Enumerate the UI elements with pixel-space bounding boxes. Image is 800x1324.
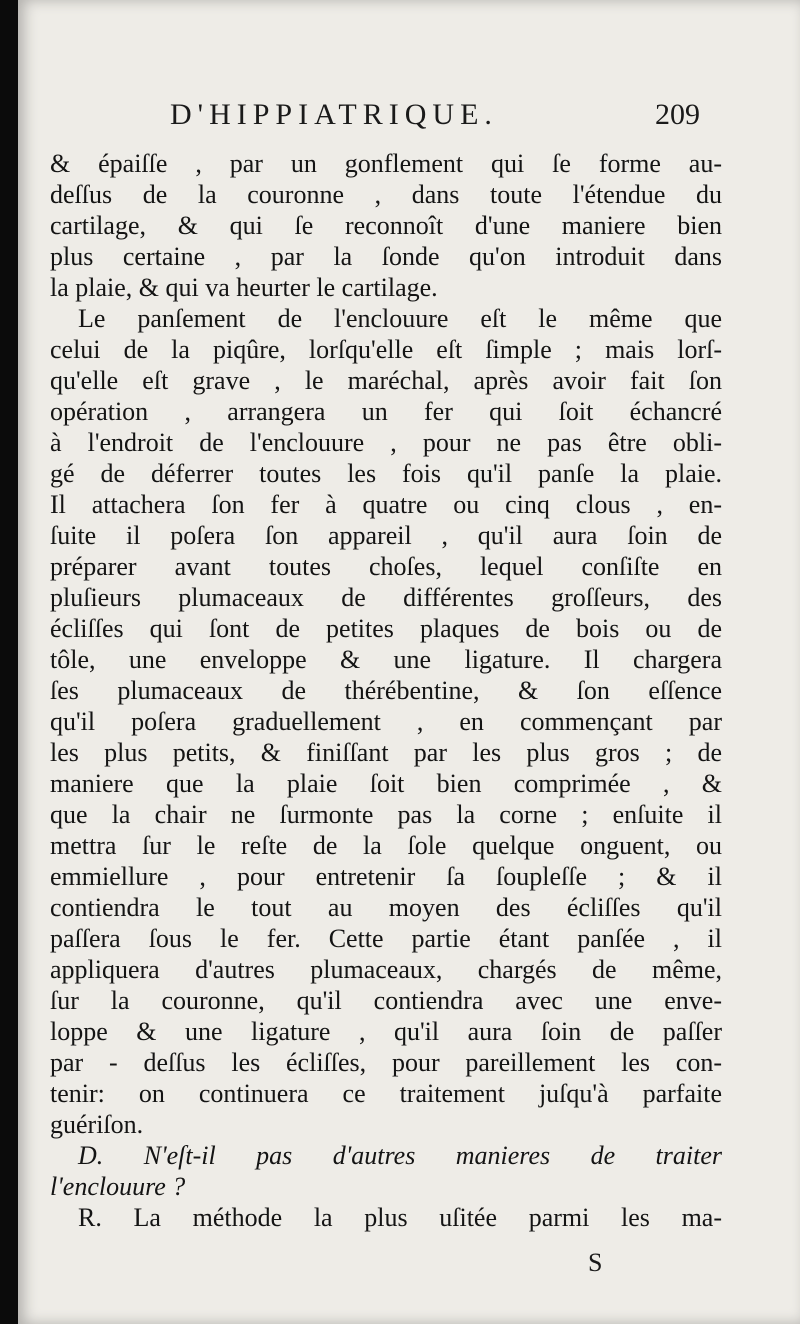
text-line: cartilage, & qui ſe reconnoît d'une maniere bien	[50, 211, 722, 240]
text-line: contiendra le tout au moyen des écliſſes qu'il	[50, 893, 722, 922]
text-line: celui de la piqûre, lorſqu'elle eſt ſimple ; mais lorſ-	[50, 335, 722, 364]
text-line: maniere que la plaie ſoit bien comprimée , &	[50, 769, 722, 798]
text-line: deſſus de la couronne , dans toute l'étendue du	[50, 180, 722, 209]
text-line: Il attachera ſon fer à quatre ou cinq clous , en-	[50, 490, 722, 519]
text-line: ſuite il poſera ſon appareil , qu'il aura ſoin de	[50, 521, 722, 550]
text-line: & épaiſſe , par un gonflement qui ſe forme au-	[50, 149, 722, 178]
text-line: que la chair ne ſurmonte pas la corne ; enſuite il	[50, 800, 722, 829]
text-line: paſſera ſous le fer. Cette partie étant panſée , il	[50, 924, 722, 953]
text-line: préparer avant toutes choſes, lequel conſiſte en	[50, 552, 722, 581]
running-title: D'HIPPIATRIQUE.	[170, 98, 498, 131]
text-line: emmiellure , pour entretenir ſa ſoupleſſe ; & il	[50, 862, 722, 891]
question-line: l'enclouure ?	[50, 1172, 186, 1201]
text-line: gé de déferrer toutes les fois qu'il panſe la plaie.	[50, 459, 722, 488]
text-line: mettra ſur le reſte de la ſole quelque onguent, ou	[50, 831, 722, 860]
text-line: ſur la couronne, qu'il contiendra avec une enve-	[50, 986, 722, 1015]
text-line: plus certaine , par la ſonde qu'on introduit dans	[50, 242, 722, 271]
text-line: tenir: on continuera ce traitement juſqu'à parfaite	[50, 1079, 722, 1108]
text-line: tôle, une enveloppe & une ligature. Il chargera	[50, 645, 722, 674]
text-line: guériſon.	[50, 1110, 144, 1139]
body-text	[50, 148, 722, 1233]
text-line: appliquera d'autres plumaceaux, chargés de même,	[50, 955, 722, 984]
book-page	[18, 0, 800, 1324]
answer-line: R. La méthode la plus uſitée parmi les ma-	[78, 1203, 722, 1232]
page-header	[18, 98, 800, 138]
text-line: ſes plumaceaux de thérébentine, & ſon eſſence	[50, 676, 722, 705]
page-number: 209	[655, 98, 700, 131]
text-line: opération , arrangera un fer qui ſoit échancré	[50, 397, 722, 426]
text-line: loppe & une ligature , qu'il aura ſoin de paſſer	[50, 1017, 722, 1046]
text-line: qu'il poſera graduellement , en commençant par	[50, 707, 722, 736]
text-line: qu'elle eſt grave , le maréchal, après avoir fait ſon	[50, 366, 722, 395]
text-line: à l'endroit de l'enclouure , pour ne pas être obli-	[50, 428, 722, 457]
text-line: pluſieurs plumaceaux de différentes groſſeurs, des	[50, 583, 722, 612]
text-line: Le panſement de l'enclouure eſt le même que	[78, 304, 722, 333]
text-line: les plus petits, & finiſſant par les plus gros ; de	[50, 738, 722, 767]
text-line: écliſſes qui ſont de petites plaques de bois ou de	[50, 614, 722, 643]
text-line: par - deſſus les écliſſes, pour pareillement les con-	[50, 1048, 722, 1077]
text-line: la plaie, & qui va heurter le cartilage.	[50, 273, 438, 302]
signature-mark: S	[588, 1248, 603, 1277]
question-line: D. N'eſt-il pas d'autres manieres de traiter	[78, 1141, 722, 1170]
